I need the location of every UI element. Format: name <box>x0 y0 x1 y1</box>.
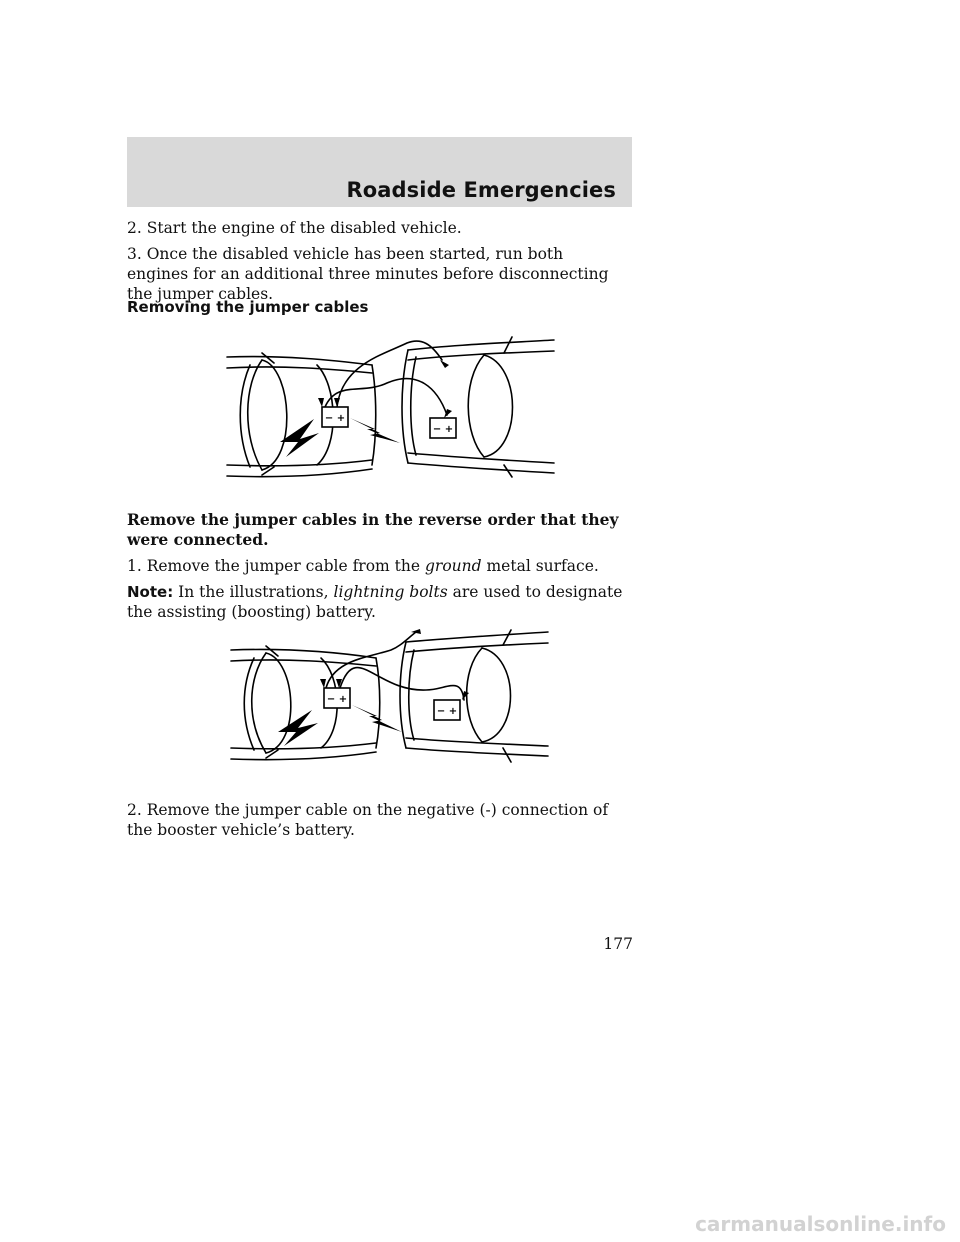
remove-step-1 <box>127 556 627 576</box>
note-paragraph <box>127 582 627 622</box>
section-header-band <box>127 137 632 207</box>
section-title: Roadside Emergencies <box>346 178 616 202</box>
lightning-bolt-icon <box>352 705 402 732</box>
step-3-run-engines: 3. Once the disabled vehicle has been started, run both engines for an additional three minutes before disconnecting the jumper cables. <box>127 245 609 303</box>
remove-step-1-suffix: metal surface. <box>481 557 599 575</box>
remove-step-1-prefix: 1. Remove the jumper cable from the <box>127 557 425 575</box>
jumper-cable-illustration-2 <box>226 620 556 770</box>
disabled-battery-label: − + <box>324 413 346 424</box>
booster-battery-label: − + <box>432 424 454 435</box>
ground-term: ground <box>425 557 482 575</box>
remove-step-2: 2. Remove the jumper cable on the negative (-) connection of the booster vehicle’s battery. <box>127 801 609 839</box>
lightning-bolt-icon <box>278 710 318 746</box>
booster-battery-label: − + <box>436 706 458 717</box>
watermark: carmanualsonline.info <box>695 1212 946 1236</box>
lightning-bolts-term: lightning bolts <box>333 583 448 601</box>
jumper-cable-illustration-1 <box>222 325 562 495</box>
step-2-start-engine: 2. Start the engine of the disabled vehicle. <box>127 219 462 237</box>
note-label: Note: <box>127 583 174 601</box>
remove-intro: Remove the jumper cables in the reverse order that they were connected. <box>127 510 619 549</box>
section-heading: Removing the jumper cables <box>127 298 369 316</box>
note-suffix: are used to designate the assisting (boosting) battery. <box>127 583 623 621</box>
disabled-battery-label: − + <box>326 694 348 705</box>
page-number: 177 <box>603 935 633 953</box>
note-prefix: In the illustrations, <box>173 583 334 601</box>
